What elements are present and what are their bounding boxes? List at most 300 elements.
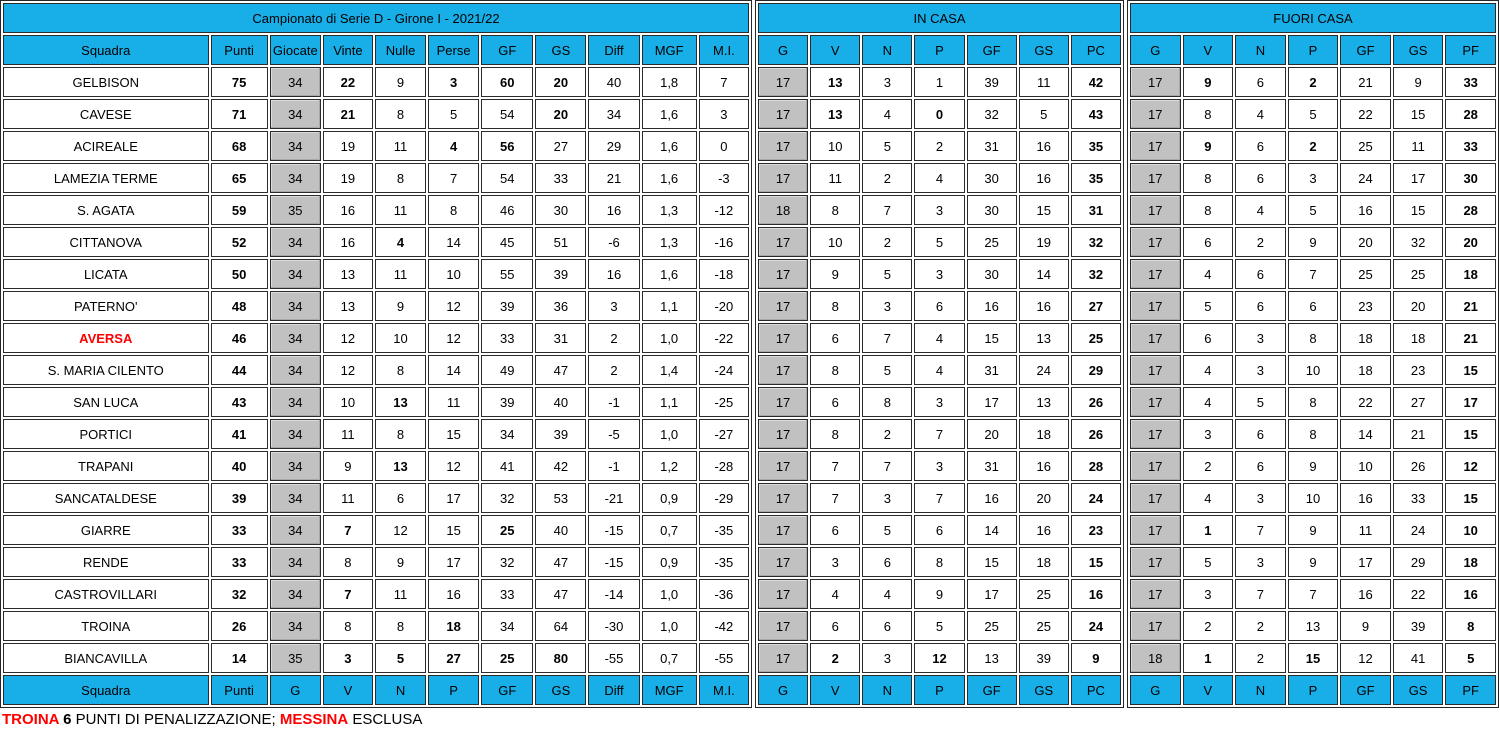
table-row bbox=[758, 643, 1121, 673]
stat-cell: 8 bbox=[375, 355, 426, 385]
stat-cell: 4 bbox=[1235, 99, 1286, 129]
stat-cell: 50 bbox=[211, 259, 268, 289]
stat-cell: 7 bbox=[914, 483, 964, 513]
stat-cell: 8 bbox=[375, 611, 426, 641]
stat-cell: 3 bbox=[1235, 547, 1286, 577]
team-cell: CASTROVILLARI bbox=[3, 579, 209, 609]
stat-cell: 13 bbox=[967, 643, 1017, 673]
stat-cell: 3 bbox=[1235, 355, 1286, 385]
stat-cell: 10 bbox=[810, 227, 860, 257]
stat-cell: 34 bbox=[588, 99, 639, 129]
stat-cell: 17 bbox=[428, 547, 479, 577]
stat-cell: 40 bbox=[535, 387, 586, 417]
stat-cell: 11 bbox=[375, 579, 426, 609]
team-cell: TROINA bbox=[3, 611, 209, 641]
stat-cell: 2 bbox=[862, 419, 912, 449]
stat-cell: 16 bbox=[1019, 291, 1069, 321]
stat-cell: 0,7 bbox=[642, 515, 697, 545]
stat-cell: 11 bbox=[375, 131, 426, 161]
stat-cell: 5 bbox=[862, 355, 912, 385]
stat-cell: 12 bbox=[914, 643, 964, 673]
stat-cell: 17 bbox=[758, 387, 808, 417]
col-header-row bbox=[758, 35, 1121, 65]
away-title: FUORI CASA bbox=[1130, 3, 1496, 33]
stat-cell: -5 bbox=[588, 419, 639, 449]
stat-cell: 12 bbox=[428, 291, 479, 321]
stat-cell: 18 bbox=[1019, 419, 1069, 449]
stat-cell: 17 bbox=[758, 643, 808, 673]
team-cell: LAMEZIA TERME bbox=[3, 163, 209, 193]
stat-cell: 6 bbox=[810, 387, 860, 417]
stat-cell: 39 bbox=[481, 291, 533, 321]
stat-cell: 17 bbox=[1130, 483, 1181, 513]
table-row bbox=[3, 547, 749, 577]
stat-cell: 34 bbox=[270, 579, 321, 609]
stat-cell: 5 bbox=[862, 515, 912, 545]
stat-cell: 0 bbox=[914, 99, 964, 129]
stat-cell: 25 bbox=[967, 611, 1017, 641]
stat-cell: 56 bbox=[481, 131, 533, 161]
stat-cell: 20 bbox=[1019, 483, 1069, 513]
footer-header-n: N bbox=[1235, 675, 1286, 705]
table-row bbox=[1130, 579, 1496, 609]
stat-cell: 11 bbox=[1393, 131, 1444, 161]
stat-cell: 17 bbox=[758, 259, 808, 289]
stat-cell: 65 bbox=[211, 163, 268, 193]
stat-cell: 1,6 bbox=[642, 259, 697, 289]
stat-cell: 0 bbox=[699, 131, 749, 161]
stat-cell: 1,0 bbox=[642, 419, 697, 449]
stat-cell: 13 bbox=[1019, 323, 1069, 353]
stat-cell: 1,0 bbox=[642, 579, 697, 609]
stat-cell: 2 bbox=[1235, 611, 1286, 641]
stat-cell: 4 bbox=[810, 579, 860, 609]
stat-cell: 3 bbox=[1183, 419, 1234, 449]
stat-cell: 16 bbox=[1445, 579, 1496, 609]
stat-cell: 2 bbox=[1288, 131, 1339, 161]
stat-cell: 34 bbox=[270, 99, 321, 129]
stat-cell: 1 bbox=[1183, 515, 1234, 545]
stat-cell: 12 bbox=[375, 515, 426, 545]
stat-cell: -15 bbox=[588, 547, 639, 577]
stat-cell: 1,6 bbox=[642, 131, 697, 161]
stat-cell: 48 bbox=[211, 291, 268, 321]
stat-cell: 3 bbox=[914, 259, 964, 289]
stat-cell: 34 bbox=[270, 483, 321, 513]
stat-cell: 40 bbox=[535, 515, 586, 545]
stat-cell: 4 bbox=[862, 579, 912, 609]
footer-header-gf: GF bbox=[967, 675, 1017, 705]
stat-cell: 9 bbox=[375, 547, 426, 577]
stat-cell: 3 bbox=[914, 195, 964, 225]
stat-cell: 3 bbox=[810, 547, 860, 577]
stat-cell: 6 bbox=[1235, 451, 1286, 481]
table-row bbox=[758, 579, 1121, 609]
stat-cell: 17 bbox=[758, 611, 808, 641]
stat-cell: 33 bbox=[1445, 131, 1496, 161]
table-row bbox=[758, 67, 1121, 97]
stat-cell: 43 bbox=[1071, 99, 1121, 129]
footer-header-p: P bbox=[914, 675, 964, 705]
table-row bbox=[1130, 227, 1496, 257]
stat-cell: 52 bbox=[211, 227, 268, 257]
footer-header-pc: PC bbox=[1071, 675, 1121, 705]
team-cell: AVERSA bbox=[3, 323, 209, 353]
stat-cell: -24 bbox=[699, 355, 749, 385]
footer-header-squadra: Squadra bbox=[3, 675, 209, 705]
stat-cell: 8 bbox=[810, 355, 860, 385]
stat-cell: 55 bbox=[481, 259, 533, 289]
stat-cell: 34 bbox=[270, 451, 321, 481]
stat-cell: -30 bbox=[588, 611, 639, 641]
stat-cell: 17 bbox=[758, 355, 808, 385]
table-row bbox=[1130, 451, 1496, 481]
stat-cell: 15 bbox=[967, 547, 1017, 577]
stat-cell: 34 bbox=[270, 291, 321, 321]
stat-cell: 7 bbox=[862, 451, 912, 481]
stat-cell: 25 bbox=[1340, 259, 1391, 289]
footer-header-g: G bbox=[1130, 675, 1181, 705]
table-row bbox=[758, 451, 1121, 481]
table-row bbox=[3, 291, 749, 321]
stat-cell: 18 bbox=[428, 611, 479, 641]
stat-cell: 6 bbox=[1235, 291, 1286, 321]
stat-cell: -21 bbox=[588, 483, 639, 513]
stat-cell: 13 bbox=[323, 259, 373, 289]
stat-cell: 18 bbox=[1130, 643, 1181, 673]
stat-cell: 12 bbox=[323, 355, 373, 385]
stat-cell: 26 bbox=[1071, 387, 1121, 417]
col-header-pc: PC bbox=[1071, 35, 1121, 65]
stat-cell: 34 bbox=[270, 163, 321, 193]
stat-cell: 32 bbox=[211, 579, 268, 609]
stat-cell: 18 bbox=[758, 195, 808, 225]
stat-cell: 17 bbox=[967, 387, 1017, 417]
table-row bbox=[3, 515, 749, 545]
table-row bbox=[3, 67, 749, 97]
col-header-v: V bbox=[810, 35, 860, 65]
stat-cell: 17 bbox=[1130, 547, 1181, 577]
stat-cell: 17 bbox=[1393, 163, 1444, 193]
col-header-pf: PF bbox=[1445, 35, 1496, 65]
footer-header-gf: GF bbox=[481, 675, 533, 705]
table-row bbox=[758, 611, 1121, 641]
table-row bbox=[758, 227, 1121, 257]
stat-cell: 32 bbox=[1071, 227, 1121, 257]
stat-cell: 5 bbox=[1019, 99, 1069, 129]
stat-cell: 30 bbox=[1445, 163, 1496, 193]
stat-cell: 9 bbox=[1183, 67, 1234, 97]
stat-cell: 6 bbox=[1183, 323, 1234, 353]
stat-cell: 15 bbox=[1393, 99, 1444, 129]
stat-cell: 22 bbox=[1340, 387, 1391, 417]
stat-cell: 16 bbox=[1340, 483, 1391, 513]
stat-cell: -20 bbox=[699, 291, 749, 321]
stat-cell: 60 bbox=[481, 67, 533, 97]
stat-cell: 6 bbox=[1235, 131, 1286, 161]
table-row bbox=[3, 483, 749, 513]
stat-cell: 35 bbox=[1071, 163, 1121, 193]
stat-cell: 17 bbox=[758, 99, 808, 129]
stat-cell: 3 bbox=[1288, 163, 1339, 193]
stat-cell: 32 bbox=[967, 99, 1017, 129]
stat-cell: 21 bbox=[1445, 291, 1496, 321]
footer-header-g: G bbox=[270, 675, 321, 705]
stat-cell: 16 bbox=[1019, 451, 1069, 481]
stat-cell: 17 bbox=[1130, 579, 1181, 609]
stat-cell: 17 bbox=[758, 579, 808, 609]
table-row bbox=[3, 323, 749, 353]
stat-cell: 8 bbox=[914, 547, 964, 577]
home-title: IN CASA bbox=[758, 3, 1121, 33]
stat-cell: -29 bbox=[699, 483, 749, 513]
stat-cell: 6 bbox=[1235, 163, 1286, 193]
table-row bbox=[1130, 355, 1496, 385]
stat-cell: 5 bbox=[862, 131, 912, 161]
stat-cell: -6 bbox=[588, 227, 639, 257]
stat-cell: 34 bbox=[270, 67, 321, 97]
stat-cell: 2 bbox=[588, 355, 639, 385]
stat-cell: 7 bbox=[862, 195, 912, 225]
table-row bbox=[3, 387, 749, 417]
stat-cell: 33 bbox=[481, 579, 533, 609]
stat-cell: -42 bbox=[699, 611, 749, 641]
stat-cell: 3 bbox=[1235, 323, 1286, 353]
stat-cell: 25 bbox=[481, 515, 533, 545]
stat-cell: 8 bbox=[323, 611, 373, 641]
stat-cell: 16 bbox=[428, 579, 479, 609]
stat-cell: 59 bbox=[211, 195, 268, 225]
table-row bbox=[3, 163, 749, 193]
footer-header-p: P bbox=[1288, 675, 1339, 705]
table-row bbox=[1130, 323, 1496, 353]
stat-cell: 16 bbox=[588, 195, 639, 225]
table-row bbox=[1130, 195, 1496, 225]
stat-cell: 21 bbox=[1445, 323, 1496, 353]
stat-cell: 17 bbox=[758, 515, 808, 545]
stat-cell: 17 bbox=[1130, 515, 1181, 545]
stat-cell: 4 bbox=[1183, 483, 1234, 513]
stat-cell: 8 bbox=[810, 291, 860, 321]
stat-cell: 2 bbox=[1235, 227, 1286, 257]
stat-cell: -36 bbox=[699, 579, 749, 609]
stat-cell: 4 bbox=[914, 163, 964, 193]
stat-cell: 17 bbox=[758, 227, 808, 257]
stat-cell: 26 bbox=[1071, 419, 1121, 449]
stat-cell: 2 bbox=[1235, 643, 1286, 673]
stat-cell: 3 bbox=[428, 67, 479, 97]
table-row bbox=[1130, 419, 1496, 449]
note-segment: ESCLUSA bbox=[348, 711, 423, 728]
stat-cell: 20 bbox=[1393, 291, 1444, 321]
stat-cell: 12 bbox=[428, 451, 479, 481]
main-title-row bbox=[3, 3, 749, 33]
stat-cell: 25 bbox=[1019, 579, 1069, 609]
table-row bbox=[1130, 387, 1496, 417]
stat-cell: 1,1 bbox=[642, 291, 697, 321]
stat-cell: 34 bbox=[270, 611, 321, 641]
stat-cell: 41 bbox=[1393, 643, 1444, 673]
table-row bbox=[3, 643, 749, 673]
stat-cell: 16 bbox=[1019, 131, 1069, 161]
stat-cell: 34 bbox=[270, 419, 321, 449]
stat-cell: 35 bbox=[270, 643, 321, 673]
stat-cell: 5 bbox=[914, 611, 964, 641]
stat-cell: 13 bbox=[1288, 611, 1339, 641]
stat-cell: -25 bbox=[699, 387, 749, 417]
stat-cell: 45 bbox=[481, 227, 533, 257]
stat-cell: 27 bbox=[535, 131, 586, 161]
stat-cell: 7 bbox=[323, 579, 373, 609]
stat-cell: 9 bbox=[810, 259, 860, 289]
footer-header-gf: GF bbox=[1340, 675, 1391, 705]
stat-cell: 1,3 bbox=[642, 227, 697, 257]
col-header-vinte: Vinte bbox=[323, 35, 373, 65]
stat-cell: 31 bbox=[967, 355, 1017, 385]
team-cell: RENDE bbox=[3, 547, 209, 577]
home-standings-table bbox=[755, 0, 1124, 708]
stat-cell: 34 bbox=[270, 323, 321, 353]
stat-cell: -1 bbox=[588, 387, 639, 417]
stat-cell: 7 bbox=[1235, 515, 1286, 545]
stat-cell: -3 bbox=[699, 163, 749, 193]
stat-cell: 46 bbox=[211, 323, 268, 353]
table-row bbox=[758, 99, 1121, 129]
table-row bbox=[758, 515, 1121, 545]
stat-cell: 15 bbox=[1393, 195, 1444, 225]
stat-cell: 28 bbox=[1445, 99, 1496, 129]
stat-cell: 29 bbox=[588, 131, 639, 161]
stat-cell: 6 bbox=[810, 515, 860, 545]
table-row bbox=[758, 195, 1121, 225]
col-header-row bbox=[1130, 35, 1496, 65]
stat-cell: 5 bbox=[1445, 643, 1496, 673]
stat-cell: 17 bbox=[758, 131, 808, 161]
table-row bbox=[1130, 163, 1496, 193]
stat-cell: 17 bbox=[758, 483, 808, 513]
stat-cell: 47 bbox=[535, 579, 586, 609]
stat-cell: 17 bbox=[967, 579, 1017, 609]
stat-cell: 9 bbox=[914, 579, 964, 609]
footer-header-n: N bbox=[862, 675, 912, 705]
stat-cell: 1,2 bbox=[642, 451, 697, 481]
col-header-diff: Diff bbox=[588, 35, 639, 65]
table-row bbox=[3, 227, 749, 257]
penalty-note bbox=[2, 711, 1500, 728]
stat-cell: 24 bbox=[1071, 483, 1121, 513]
stat-cell: 1,0 bbox=[642, 611, 697, 641]
footer-header-row bbox=[1130, 675, 1496, 705]
stat-cell: 8 bbox=[1445, 611, 1496, 641]
stat-cell: 17 bbox=[428, 483, 479, 513]
stat-cell: 15 bbox=[428, 419, 479, 449]
stat-cell: -1 bbox=[588, 451, 639, 481]
col-header-n: N bbox=[862, 35, 912, 65]
stat-cell: 5 bbox=[1235, 387, 1286, 417]
note-segment: MESSINA bbox=[279, 711, 349, 728]
stat-cell: 8 bbox=[810, 195, 860, 225]
team-cell: CAVESE bbox=[3, 99, 209, 129]
col-header-p: P bbox=[914, 35, 964, 65]
stat-cell: 8 bbox=[428, 195, 479, 225]
stat-cell: 17 bbox=[1130, 99, 1181, 129]
stat-cell: 16 bbox=[588, 259, 639, 289]
stat-cell: 8 bbox=[1288, 323, 1339, 353]
stat-cell: 14 bbox=[967, 515, 1017, 545]
stat-cell: 30 bbox=[967, 259, 1017, 289]
stat-cell: 20 bbox=[967, 419, 1017, 449]
stat-cell: 20 bbox=[1340, 227, 1391, 257]
col-header-mgf: MGF bbox=[642, 35, 697, 65]
stat-cell: 40 bbox=[211, 451, 268, 481]
stat-cell: 11 bbox=[323, 483, 373, 513]
stat-cell: 15 bbox=[1445, 355, 1496, 385]
stat-cell: 5 bbox=[1183, 291, 1234, 321]
stat-cell: 39 bbox=[535, 259, 586, 289]
stat-cell: 9 bbox=[375, 291, 426, 321]
stat-cell: 42 bbox=[535, 451, 586, 481]
team-cell: GIARRE bbox=[3, 515, 209, 545]
stat-cell: 32 bbox=[1393, 227, 1444, 257]
stat-cell: 5 bbox=[862, 259, 912, 289]
team-cell: SAN LUCA bbox=[3, 387, 209, 417]
table-row bbox=[758, 387, 1121, 417]
away-title-row bbox=[1130, 3, 1496, 33]
note-segment: TROINA bbox=[2, 711, 59, 728]
stat-cell: 24 bbox=[1340, 163, 1391, 193]
stat-cell: 34 bbox=[481, 419, 533, 449]
stat-cell: 49 bbox=[481, 355, 533, 385]
stat-cell: 9 bbox=[1071, 643, 1121, 673]
stat-cell: 5 bbox=[1288, 195, 1339, 225]
stat-cell: 11 bbox=[810, 163, 860, 193]
stat-cell: 16 bbox=[967, 483, 1017, 513]
col-header-punti: Punti bbox=[211, 35, 268, 65]
stat-cell: 17 bbox=[1130, 387, 1181, 417]
stat-cell: 10 bbox=[1288, 483, 1339, 513]
stat-cell: 9 bbox=[1288, 547, 1339, 577]
stat-cell: 17 bbox=[1130, 611, 1181, 641]
stat-cell: 12 bbox=[1340, 643, 1391, 673]
stat-cell: 9 bbox=[1183, 131, 1234, 161]
stat-cell: 4 bbox=[862, 99, 912, 129]
table-row bbox=[758, 547, 1121, 577]
stat-cell: 6 bbox=[1235, 419, 1286, 449]
table-row bbox=[3, 355, 749, 385]
stat-cell: -35 bbox=[699, 515, 749, 545]
stat-cell: 68 bbox=[211, 131, 268, 161]
stat-cell: 4 bbox=[914, 323, 964, 353]
stat-cell: 13 bbox=[375, 451, 426, 481]
stat-cell: 34 bbox=[270, 387, 321, 417]
stat-cell: 0,7 bbox=[642, 643, 697, 673]
stat-cell: 1 bbox=[914, 67, 964, 97]
stat-cell: 27 bbox=[1071, 291, 1121, 321]
stat-cell: 3 bbox=[862, 643, 912, 673]
stat-cell: 15 bbox=[428, 515, 479, 545]
stat-cell: 43 bbox=[211, 387, 268, 417]
stat-cell: 4 bbox=[1183, 355, 1234, 385]
stat-cell: 25 bbox=[967, 227, 1017, 257]
stat-cell: -18 bbox=[699, 259, 749, 289]
stat-cell: 8 bbox=[862, 387, 912, 417]
stat-cell: 26 bbox=[1393, 451, 1444, 481]
stat-cell: 10 bbox=[810, 131, 860, 161]
stat-cell: 44 bbox=[211, 355, 268, 385]
table-row bbox=[758, 131, 1121, 161]
stat-cell: 51 bbox=[535, 227, 586, 257]
stat-cell: 31 bbox=[967, 131, 1017, 161]
